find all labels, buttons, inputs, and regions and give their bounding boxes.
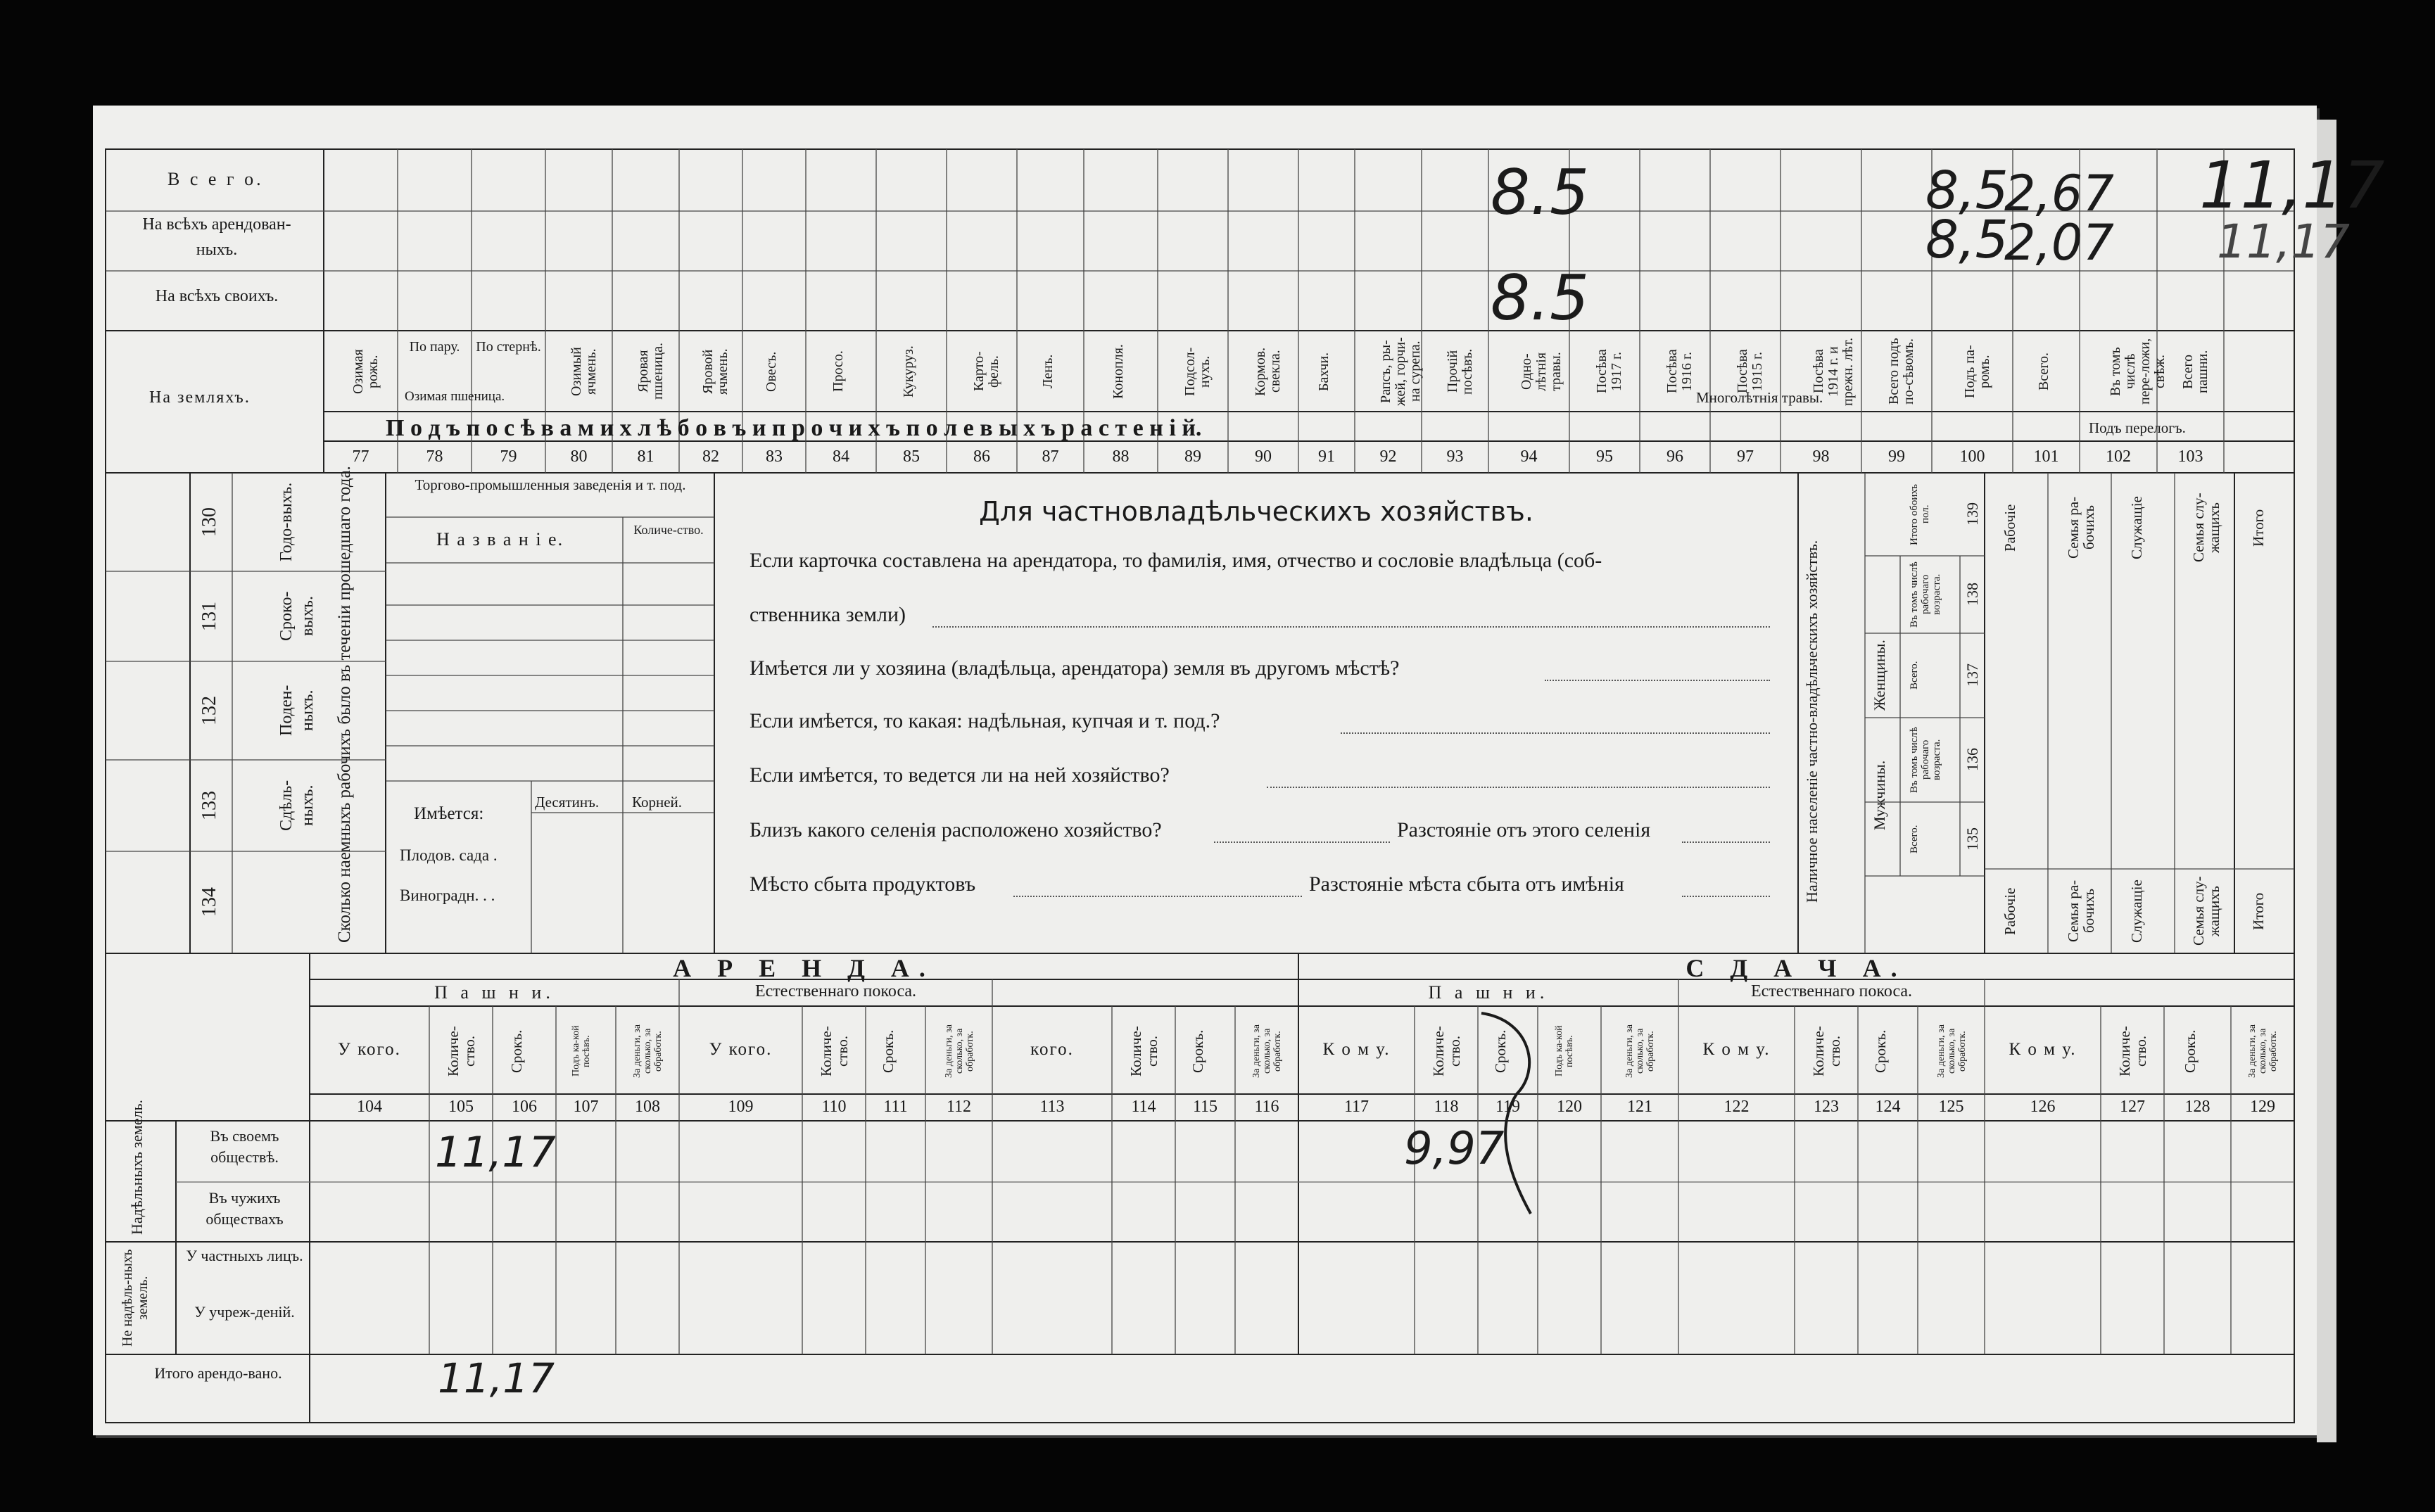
bottom-col-num-118: 118 bbox=[1434, 1098, 1459, 1116]
top-header-6: Яровой ячмень. bbox=[700, 348, 730, 395]
bottom-head-121: За деньги, за сколько, за обработк. bbox=[1624, 1024, 1656, 1078]
row-arendovannyh-2: ныхъ. bbox=[196, 241, 238, 259]
question-owner: Если карточка составлена на арендатора, то фамилія, имя, отчество и сословіе владѣльца (соб- bbox=[750, 549, 1602, 572]
top-col-num-102: 102 bbox=[2106, 447, 2131, 466]
bottom-col-num-107: 107 bbox=[573, 1098, 599, 1116]
bottom-head-127: Количе-ство. bbox=[2116, 1026, 2149, 1076]
top-col-num-90: 90 bbox=[1255, 447, 1272, 466]
top-header-18: Одно-лѣтнія травы. bbox=[1518, 352, 1564, 391]
workers-num-134: 134 bbox=[198, 887, 220, 917]
label-muzhchiny: Мужчины. bbox=[1871, 760, 1888, 830]
top-header-27: Всего пашни. bbox=[2180, 350, 2211, 393]
hand-itogo: 11,17 bbox=[438, 1354, 555, 1402]
hand-vsego-100: 2,67 bbox=[2004, 165, 2114, 222]
top-col-num-80: 80 bbox=[570, 447, 588, 466]
workers-type-1: Годо-выхъ. bbox=[277, 482, 296, 562]
bottom-head-115: Срокъ. bbox=[1189, 1029, 1206, 1073]
bottom-col-num-113: 113 bbox=[1039, 1098, 1065, 1116]
top-col-num-94: 94 bbox=[1520, 447, 1538, 466]
top-header-3: По стернѣ. bbox=[476, 339, 541, 355]
bottom-col-num-124: 124 bbox=[1875, 1098, 1901, 1116]
bottom-col-num-125: 125 bbox=[1938, 1098, 1964, 1116]
plodov-sada-label: Плодов. сада . bbox=[400, 846, 498, 864]
pop-label-139: Итого обоихъ пол. bbox=[1909, 483, 1931, 545]
top-header-10: Карто-фель. bbox=[971, 351, 1001, 392]
trade-nazvanie: Н а з в а н і е. bbox=[436, 529, 564, 549]
bottom-head-116: За деньги, за сколько, за обработк. bbox=[1251, 1024, 1283, 1078]
workers-type-4: Сдѣль-ныхъ. bbox=[277, 780, 317, 832]
ozimaya-pshenitsa-label: Озимая пшеница. bbox=[405, 389, 505, 404]
top-col-num-99: 99 bbox=[1888, 447, 1905, 466]
top-col-num-89: 89 bbox=[1184, 447, 1201, 466]
bottom-col-num-111: 111 bbox=[883, 1098, 908, 1116]
top-header-25: Всего. bbox=[2035, 352, 2051, 391]
trade-title: Торгово-промышленныя заведенія и т. под. bbox=[415, 476, 686, 493]
top-col-num-95: 95 bbox=[1596, 447, 1613, 466]
hand-own-93: 8.5 bbox=[1491, 262, 1589, 334]
right-col-bottom-5: Итого bbox=[2249, 892, 2267, 930]
bottom-head-111: Срокъ. bbox=[879, 1029, 897, 1073]
top-header-12: Конопля. bbox=[1110, 344, 1126, 399]
bottom-head-109: У кого. bbox=[709, 1040, 773, 1059]
question-market: Мѣсто сбыта продуктовъ bbox=[750, 872, 976, 896]
top-header-21: Посѣва 1915 г. bbox=[1735, 349, 1765, 394]
question-land-type: Если имѣется, то какая: надѣльная, купчая и т. под.? bbox=[750, 709, 1220, 732]
pop-num-138: 138 bbox=[1963, 583, 1981, 606]
top-col-num-98: 98 bbox=[1812, 447, 1830, 466]
top-header-23: Всего подъ по-сѣвомъ. bbox=[1886, 338, 1916, 405]
top-col-num-92: 92 bbox=[1379, 447, 1397, 466]
right-col-top-3: Служащіе bbox=[2128, 496, 2145, 559]
bottom-head-110: Количе-ство. bbox=[818, 1026, 851, 1076]
top-header-8: Просо. bbox=[830, 350, 846, 393]
bottom-head-122: К о м у. bbox=[1702, 1040, 1771, 1059]
arenda-title: А Р Е Н Д А. bbox=[673, 954, 935, 982]
top-header-1: Озимая рожь. bbox=[350, 349, 381, 394]
pop-label-135: Всего. bbox=[1909, 825, 1920, 853]
bottom-col-num-127: 127 bbox=[2120, 1098, 2145, 1116]
row-svoikh: На всѣхъ своихъ. bbox=[155, 287, 279, 305]
bottom-col-num-123: 123 bbox=[1814, 1098, 1839, 1116]
imeetsya-label: Имѣется: bbox=[414, 804, 484, 823]
label-zhenshchiny: Женщины. bbox=[1871, 640, 1888, 711]
bottom-col-num-129: 129 bbox=[2250, 1098, 2275, 1116]
population-title: Наличное населеніе частно-владѣльческихъ хозяйствъ. bbox=[1803, 540, 1821, 903]
row-uchrezhdenii: У учреж-деній. bbox=[194, 1303, 295, 1321]
row-chuzhikh-obshchestvakh: Въ чужихъ обществахъ bbox=[205, 1189, 284, 1228]
arenda-pokosa: Естественнаго покоса. bbox=[754, 982, 917, 1000]
top-header-15: Бахчи. bbox=[1316, 352, 1332, 391]
top-header-7: Овесъ. bbox=[764, 351, 779, 392]
sdacha-pashni: П а ш н и. bbox=[1428, 982, 1549, 1003]
question-market-distance: Разстояніе мѣста сбыта отъ имѣнія bbox=[1309, 872, 1624, 896]
top-col-num-79: 79 bbox=[500, 447, 517, 466]
bottom-col-num-112: 112 bbox=[946, 1098, 972, 1116]
vinogradniki-label: Виноградн. . . bbox=[400, 887, 495, 904]
hand-vsego-99: 8,5 bbox=[1925, 160, 2009, 221]
pop-num-137: 137 bbox=[1963, 663, 1981, 687]
workers-type-3: Поден-ныхъ. bbox=[277, 685, 317, 737]
pop-num-136: 136 bbox=[1963, 748, 1981, 772]
workers-num-130: 130 bbox=[198, 507, 220, 537]
bottom-col-num-121: 121 bbox=[1627, 1098, 1652, 1116]
top-col-num-78: 78 bbox=[426, 447, 443, 466]
top-header-24: Подъ па-ромъ. bbox=[1961, 345, 1992, 398]
bottom-col-num-104: 104 bbox=[357, 1098, 382, 1116]
row-arendovannyh-1: На всѣхъ арендован- bbox=[142, 215, 291, 234]
arenda-pashni: П а ш н и. bbox=[434, 982, 555, 1003]
right-col-bottom-1: Рабочіе bbox=[2001, 887, 2018, 935]
top-col-num-103: 103 bbox=[2177, 447, 2203, 466]
pop-num-139: 139 bbox=[1963, 502, 1981, 526]
row-chastnykh-lits: У частныхъ лицъ. bbox=[186, 1247, 303, 1264]
workers-num-132: 132 bbox=[198, 696, 220, 725]
top-header-5: Яровая пшеница. bbox=[635, 343, 666, 400]
bottom-col-num-106: 106 bbox=[512, 1098, 537, 1116]
hand-rent-100: 2,07 bbox=[2004, 214, 2114, 272]
question-village: Близъ какого селенія расположено хозяйство? bbox=[750, 818, 1162, 841]
top-col-num-101: 101 bbox=[2033, 447, 2059, 466]
hand-118: 9,97 bbox=[1404, 1123, 1505, 1175]
question-farming: Если имѣется, то ведется ли на ней хозяйство? bbox=[750, 763, 1170, 787]
right-col-bottom-3: Служащіе bbox=[2128, 879, 2145, 943]
row-vsego: В с е г о. bbox=[167, 169, 264, 189]
question-owner-cont: ственника земли) bbox=[750, 603, 906, 626]
sdacha-pokosa: Естественнаго покоса. bbox=[1750, 982, 1913, 1000]
bottom-col-num-114: 114 bbox=[1131, 1098, 1156, 1116]
top-header-17: Прочій посѣвъ. bbox=[1444, 348, 1475, 395]
bottom-head-123: Количе-ство. bbox=[1810, 1026, 1843, 1076]
hand-vsego-93: 8.5 bbox=[1491, 156, 1589, 229]
workers-type-2: Сроко-выхъ. bbox=[277, 591, 317, 642]
bottom-head-112: За деньги, за сколько, за обработк. bbox=[943, 1024, 975, 1078]
sdacha-title: С Д А Ч А. bbox=[1685, 954, 1907, 982]
top-col-num-97: 97 bbox=[1737, 447, 1754, 466]
bottom-col-num-120: 120 bbox=[1557, 1098, 1582, 1116]
bottom-head-117: К о м у. bbox=[1322, 1040, 1391, 1059]
bottom-col-num-128: 128 bbox=[2184, 1098, 2211, 1116]
top-col-num-77: 77 bbox=[352, 447, 369, 466]
pop-label-137: Всего. bbox=[1909, 661, 1920, 690]
pod-posevami-banner: П о д ъ п о с ѣ в а м и х л ѣ б о в ъ и п р о ч и х ъ п о л е в ы х ъ р а с т е н і й. bbox=[386, 415, 1202, 441]
workers-num-131: 131 bbox=[198, 602, 220, 631]
hand-rent-99: 8,5 bbox=[1925, 210, 2009, 270]
top-col-num-93: 93 bbox=[1446, 447, 1464, 466]
bottom-col-num-115: 115 bbox=[1192, 1098, 1218, 1116]
pod-perelog-label: Подъ перелогъ. bbox=[2089, 419, 2186, 436]
top-col-num-96: 96 bbox=[1666, 447, 1683, 466]
top-header-16: Рапсъ, ры-жей, горчи-на сурепа. bbox=[1377, 337, 1423, 406]
bottom-col-num-105: 105 bbox=[448, 1098, 474, 1116]
top-col-num-81: 81 bbox=[637, 447, 654, 466]
top-header-19: Посѣва 1917 г. bbox=[1594, 349, 1624, 394]
mnogoletnie-label: Многолѣтнія травы. bbox=[1696, 389, 1823, 406]
pop-label-136: Въ томъ числѣ рабочаго возраста. bbox=[1909, 727, 1942, 793]
row-itogo-arendovano: Итого арендо-вано. bbox=[154, 1364, 282, 1382]
bottom-head-129: За деньги, за сколько, за обработк. bbox=[2247, 1024, 2279, 1078]
right-col-bottom-4: Семья слу-жащихъ bbox=[2189, 876, 2222, 946]
bottom-col-num-116: 116 bbox=[1254, 1098, 1279, 1116]
bottom-col-num-122: 122 bbox=[1724, 1098, 1750, 1116]
right-col-top-1: Рабочіе bbox=[2001, 504, 2018, 552]
bottom-head-125: За деньги, за сколько, за обработк. bbox=[1935, 1024, 1968, 1078]
bottom-head-105: Количе-ство. bbox=[445, 1026, 478, 1076]
hand-rent-103: 11,17 bbox=[2217, 215, 2350, 269]
row-svoem-obshchestve: Въ своемъ обществѣ. bbox=[210, 1127, 279, 1166]
bottom-head-107: Подъ ка-кой посѣвъ. bbox=[570, 1025, 592, 1077]
hand-105-svoem: 11,17 bbox=[435, 1128, 556, 1177]
top-header-22: Посѣва 1914 г. и прежн. лѣт. bbox=[1810, 337, 1856, 406]
question-other-land: Имѣется ли у хозяина (владѣльца, арендатора) земля въ другомъ мѣстѣ? bbox=[750, 656, 1400, 680]
top-header-14: Кормов. свекла. bbox=[1253, 347, 1283, 396]
top-col-num-82: 82 bbox=[702, 447, 719, 466]
top-col-num-88: 88 bbox=[1112, 447, 1130, 466]
top-header-2: По пару. bbox=[409, 339, 460, 355]
pop-num-135: 135 bbox=[1963, 827, 1981, 851]
row-na-zemlyakh: На земляхъ. bbox=[149, 388, 251, 407]
desyatin-label: Десятинъ. bbox=[535, 794, 600, 811]
right-col-top-4: Семья слу-жащихъ bbox=[2189, 493, 2222, 563]
bottom-head-119: Срокъ. bbox=[1491, 1029, 1509, 1073]
nadel-label: Надѣльныхъ земель. bbox=[128, 1099, 146, 1235]
kornei-label: Корней. bbox=[632, 794, 683, 811]
question-village-distance: Разстояніе отъ этого селенія bbox=[1397, 818, 1651, 841]
bottom-head-113: кого. bbox=[1030, 1040, 1074, 1059]
bottom-head-106: Срокъ. bbox=[508, 1029, 525, 1073]
right-col-top-5: Итого bbox=[2249, 509, 2267, 547]
top-col-num-87: 87 bbox=[1042, 447, 1059, 466]
bottom-head-124: Срокъ. bbox=[1871, 1029, 1889, 1073]
top-col-num-100: 100 bbox=[1959, 447, 1985, 466]
bottom-col-num-126: 126 bbox=[2030, 1098, 2056, 1116]
bottom-col-num-110: 110 bbox=[821, 1098, 847, 1116]
hand-vsego-103: 11,17 bbox=[2199, 148, 2385, 223]
top-col-num-85: 85 bbox=[903, 447, 920, 466]
right-col-top-2: Семья ра-бочихъ bbox=[2065, 496, 2097, 559]
top-col-num-83: 83 bbox=[766, 447, 783, 466]
bottom-head-126: К о м у. bbox=[2009, 1040, 2077, 1059]
bottom-col-num-117: 117 bbox=[1343, 1098, 1370, 1116]
bottom-head-118: Количе-ство. bbox=[1430, 1026, 1463, 1076]
top-header-26: Въ томъ числѣ пере-ложи, свѣж. bbox=[2108, 338, 2168, 405]
top-header-20: Посѣва 1916 г. bbox=[1664, 349, 1695, 394]
top-col-num-84: 84 bbox=[833, 447, 849, 466]
bottom-col-num-119: 119 bbox=[1495, 1098, 1521, 1116]
workers-question: Сколько наемныхъ рабочихъ было въ теченіи прошедшаго года. bbox=[335, 466, 354, 943]
top-header-13: Подсол-нухъ. bbox=[1182, 347, 1213, 396]
ne-nadel-label: Не надѣль-ныхъ земель. bbox=[120, 1249, 151, 1347]
bottom-head-128: Срокъ. bbox=[2181, 1029, 2199, 1073]
pop-label-138: Въ томъ числѣ рабочаго возраста. bbox=[1909, 561, 1942, 628]
right-col-bottom-2: Семья ра-бочихъ bbox=[2065, 879, 2097, 943]
bottom-col-num-109: 109 bbox=[728, 1098, 754, 1116]
bottom-head-120: Подъ ка-кой посѣвъ. bbox=[1554, 1025, 1575, 1077]
workers-num-133: 133 bbox=[198, 791, 220, 820]
bottom-col-num-108: 108 bbox=[635, 1098, 660, 1116]
bottom-head-104: У кого. bbox=[338, 1040, 401, 1059]
top-header-9: Кукуруз. bbox=[901, 345, 916, 398]
trade-kolichestvo: Количе-ство. bbox=[633, 523, 704, 537]
top-header-4: Озимый ячмень. bbox=[568, 347, 599, 396]
top-col-num-91: 91 bbox=[1318, 447, 1335, 466]
top-col-num-86: 86 bbox=[973, 447, 990, 466]
private-title: Для частновладѣльческихъ хозяйствъ. bbox=[979, 496, 1533, 527]
bottom-head-114: Количе-ство. bbox=[1127, 1026, 1160, 1076]
bottom-head-108: За деньги, за сколько, за обработк. bbox=[632, 1024, 664, 1078]
top-header-11: Ленъ. bbox=[1039, 354, 1056, 389]
